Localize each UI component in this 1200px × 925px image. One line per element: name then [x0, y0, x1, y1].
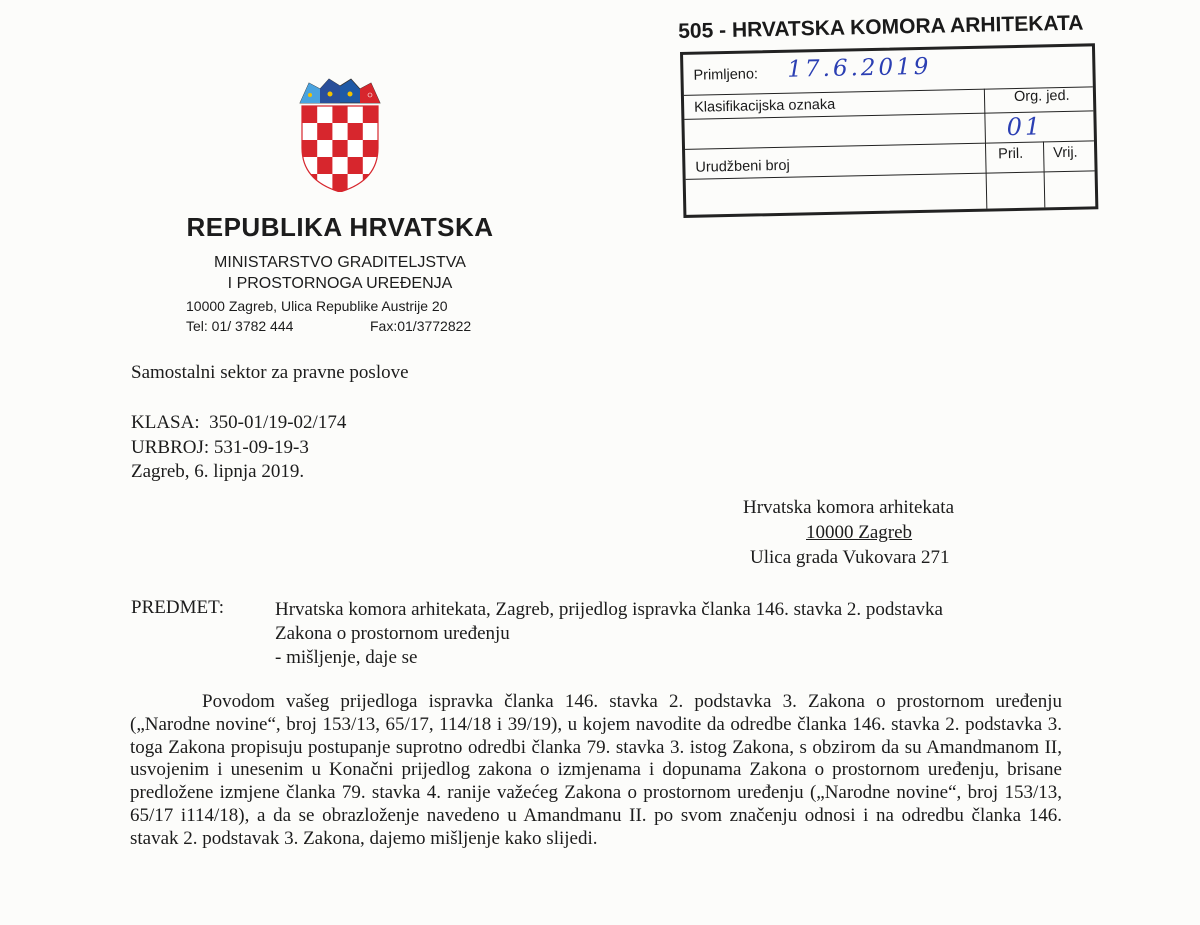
org-jed-handwritten-value: 01 — [1006, 112, 1044, 142]
ministry-address: 10000 Zagreb, Ulica Republike Austrije 20 — [186, 298, 448, 314]
urbroj-line: URBROJ: 531-09-19-3 — [131, 437, 309, 458]
pril-label: Pril. — [998, 145, 1024, 163]
stamp-divider — [985, 143, 987, 173]
primljeno-label: Primljeno: — [693, 66, 759, 84]
stamp-divider — [984, 113, 986, 143]
urudzbeni-label: Urudžbeni broj — [695, 157, 790, 176]
coat-crown — [300, 79, 380, 103]
ministry-line-1: MINISTARSTVO GRADITELJSTVA — [214, 254, 466, 271]
coat-shield — [302, 106, 378, 192]
stamp-divider — [986, 173, 988, 209]
klasa-line: KLASA: 350-01/19-02/174 — [131, 412, 347, 433]
received-stamp — [680, 43, 1098, 218]
croatian-coat-of-arms-icon — [298, 76, 382, 192]
country-title: REPUBLIKA HRVATSKA — [186, 212, 494, 242]
body-paragraph-container — [130, 691, 1062, 851]
vrij-label: Vrij. — [1053, 144, 1078, 162]
subject-line-3: - mišljenje, daje se — [275, 647, 418, 668]
ministry-line-2: I PROSTORNOGA UREĐENJA — [227, 275, 453, 292]
subject-line-1: Hrvatska komora arhitekata, Zagreb, prijedlog ispravka članka 146. stavka 2. podstavka — [275, 599, 943, 620]
recipient-city: 10000 Zagreb — [806, 522, 913, 543]
stamp-divider — [984, 89, 986, 113]
org-jed-label: Org. jed. — [1013, 87, 1070, 106]
ministry-fax: Fax:01/3772822 — [370, 318, 472, 334]
stamp-divider — [1044, 171, 1046, 207]
klasifikacija-label: Klasifikacijska oznaka — [694, 96, 836, 116]
ministry-tel: Tel: 01/ 3782 444 — [186, 318, 294, 334]
recipient-street: Ulica grada Vukovara 271 — [750, 547, 950, 568]
recipient-name: Hrvatska komora arhitekata — [743, 497, 955, 518]
stamp-row-bottom — [686, 170, 1096, 215]
stamp-divider — [1043, 141, 1045, 171]
subject-label: PREDMET: — [131, 597, 225, 618]
subject-line-2: Zakona o prostornom uređenju — [275, 623, 510, 644]
sector-name: Samostalni sektor za pravne poslove — [131, 362, 409, 383]
date-line: Zagreb, 6. lipnja 2019. — [131, 461, 305, 482]
body-paragraph: Povodom vašeg prijedloga ispravka članka 146. stavka 2. podstavka 3. Zakona o prostornom uređenju („Narodne novine“, broj 153/13, 65/17, 114/18 i 39/19), u kojem navodite da odredbe članka 146. stavka 2. podstavka 3. toga Zakona propisuju postupanje suprotno odredbi članka 79. stavka 3. istog Zakona, s obzirom da su Amandmanom II, usvojenim i unesenim u Konačni prijedlog zakona o izmjenama i dopunama Zakona o prostornom uređenju, brisane predložene izmjene članka 79. stavka 4. ranije važećeg Zakona o prostornom uređenju („Narodne novine“, broj 153/13, 65/17 i114/18), a da se obrazloženje navedeno u Amandmanu II. po svom značenju odnosi i na odredbu članka 146. stavak 2. podstavak 3. Zakona, dajemo mišljenje kako slijedi. — [130, 691, 1062, 849]
stamp-header: 505 - HRVATSKA KOMORA ARHITEKATA — [678, 11, 1084, 43]
primljeno-handwritten-date: 17.6.2019 — [787, 53, 932, 83]
